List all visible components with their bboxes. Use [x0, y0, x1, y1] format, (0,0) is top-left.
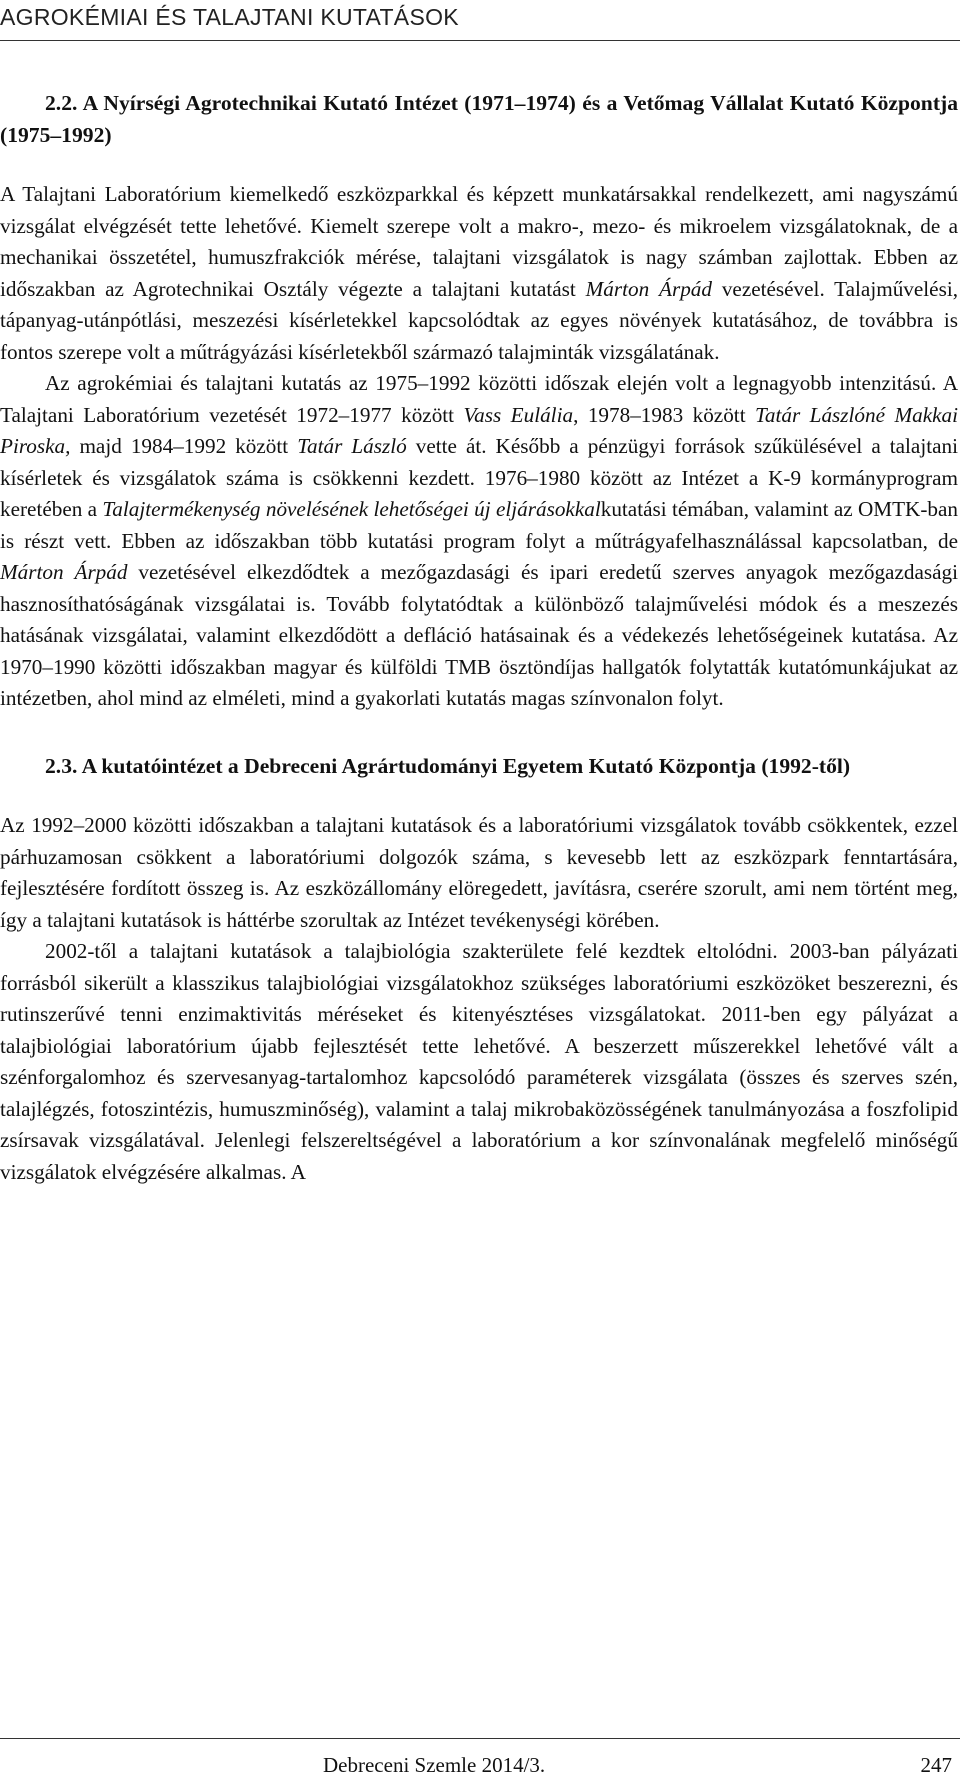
article-body — [0, 88, 958, 1188]
footer-journal-title: Debreceni Szemle 2014/3. — [323, 1753, 546, 1777]
project-title: Talajtermékenység növelésének lehetőségei új eljárásokkal — [102, 497, 601, 521]
text-run: vette át. Később a pénzügyi források szűkülésével a talajtani kísérletek és vizsgálatok száma is csökkenni kezdett. 1976–1980 között az Intézet a K-9 kormányprogram keretében a — [0, 434, 958, 521]
person-name: Márton Árpád — [585, 276, 712, 301]
spacer — [0, 715, 958, 751]
text-run: A Talajtani Laboratórium kiemelkedő eszközparkkal és képzett munkatársakkal rendelkezett, ami nagyszámú vizsgálat elvégzését tette lehetővé. Kiemelt szerepe volt a makro-, mezo- és mikroelem vizsgálatoknak, de a mechanikai összetétel, humuszfrakciók mérése, talajtani vizsgálatok is nagy számban zajlottak. Ebben az időszakban az Agrotechnikai Osztály végezte a talajtani kutatást — [0, 182, 958, 301]
paragraph-2-3-2: 2002-től a talajtani kutatások a talajbiológia szakterülete felé kezdtek eltolódni. 2003-ban pályázati forrásból sikerült a klasszikus talajbiológiai vizsgálatokhoz szükséges laboratóriumi eszközöket beszerezni, és rutinszerűvé tenni enzimaktivitás méréseket és kitenyésztéses vizsgálatokat. 2011-ben egy pályázat a talajbiológiai laboratórium újabb fejlesztését tette lehetővé. A beszerzett műszerekkel lehetővé vált a szénforgalomhoz és szervesanyag-tartalomhoz kapcsolódó paraméterek vizsgálata (összes és szerves szén, talajlégzés, fotoszintézis, humuszminőség), valamint a talaj mikrobaközösségének tanulmányozása a foszfolipid zsírsavak vizsgálatával. Jelenlegi felszereltségével a laboratórium a kor színvonalának megfelelő minőségű vizsgálatok elvégzésére alkalmas. A — [0, 939, 958, 1184]
text-run: Az agrokémiai és talajtani kutatás az 1975–1992 közötti időszak elején volt a legnagyobb intenzitású. A Talajtani Laboratórium vezetését 1972–1977 között — [0, 371, 958, 427]
paragraph-2-3-1: Az 1992–2000 közötti időszakban a talajtani kutatások és a laboratóriumi vizsgálatok tovább csökkentek, ezzel párhuzamosan csökkent a laboratóriumi dolgozók száma, s kevesebb lett az eszközpark fenntartására, fejlesztésére fordított összeg is. Az eszközállomány elöregedett, javításra, cserére szorult, ami nem történt meg, így a talajtani kutatások is háttérbe szorultak az Intézet tevékenységi körében. — [0, 813, 958, 932]
header-divider — [0, 40, 960, 41]
paragraph-2-2-1 — [0, 179, 958, 368]
section-heading-2-2: 2.2. A Nyírségi Agrotechnikai Kutató Intézet (1971–1974) és a Vetőmag Vállalat Kutató Központja (1975–1992) — [0, 91, 958, 147]
text-run: vezetésével elkezdődtek a mezőgazdasági és ipari eredetű szerves anyagok mezőgazdasági hasznosíthatóságának vizsgálatai is. Tovább folytatódtak a különböző talajművelési módok és a meszezés hatásának vizsgálatai, valamint elkezdődött a defláció hatásainak és a védekezés lehetőségeinek kutatása. Az 1970–1990 közötti időszakban magyar és külföldi TMB ösztöndíjas hallgatók folytatták kutatómunkájukat az intézetben, ahol mind az elméleti, mind a gyakorlati kutatás magas színvonalon folyt. — [0, 560, 958, 710]
person-name: Vass Eulália — [463, 402, 574, 427]
paragraph-2-2-2 — [0, 368, 958, 715]
person-name: Márton Árpád — [0, 560, 128, 584]
running-header-title: AGROKÉMIAI ÉS TALAJTANI KUTATÁSOK — [0, 4, 459, 30]
footer-divider — [0, 1738, 960, 1739]
text-run: vezetésével. Talajművelési, tápanyag-utánpótlási, meszezési kísérletekkel kapcsolódtak az egyes növények kutatásához, de továbbra is fontos szerepe volt a műtrágyázási kísérletekből származó talajminták vizsgálatának. — [0, 276, 959, 364]
text-run: kutatási témában, valamint az OMTK-ban is részt vett. Ebben az időszakban több kutatási program folyt a műtrágyafelhasználással kapcsolatban, de — [0, 497, 958, 553]
section-heading-2-3: 2.3. A kutatóintézet a Debreceni Agrártudományi Egyetem Kutató Központja (1992-től) — [45, 753, 851, 778]
spacer — [0, 782, 958, 810]
person-name: Tatár Lászlóné Makkai Piroska, — [0, 402, 958, 458]
text-run: , 1978–1983 között — [573, 402, 756, 427]
text-run: majd 1984–1992 között — [70, 434, 298, 458]
page-number: 247 — [920, 1753, 952, 1777]
spacer — [0, 151, 958, 179]
person-name: Tatár László — [297, 434, 407, 458]
